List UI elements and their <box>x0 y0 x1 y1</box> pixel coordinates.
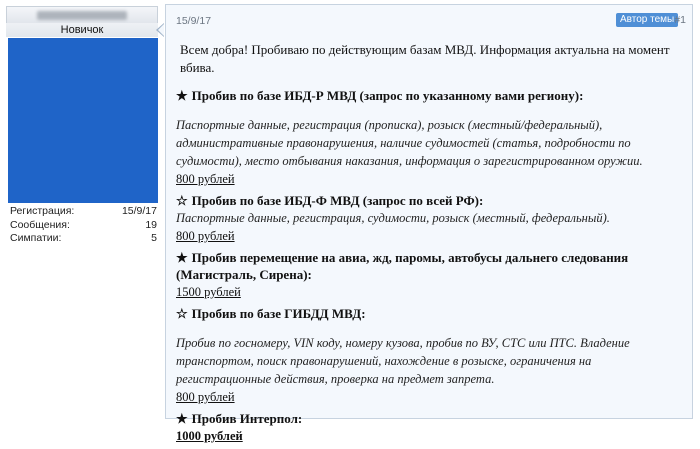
user-info-panel <box>0 0 160 419</box>
stat-likes <box>8 232 160 246</box>
service-heading <box>176 249 686 283</box>
post-content <box>176 41 686 449</box>
star-icon: ★ <box>176 88 188 103</box>
service-price: 1500 рублей <box>176 285 241 299</box>
user-title: Новичок <box>6 23 158 37</box>
stat-value[interactable]: 19 <box>145 218 157 231</box>
service-price: 800 рублей <box>176 390 235 404</box>
star-outline-icon: ☆ <box>176 306 188 321</box>
service-title: Пробив Интерпол: <box>191 411 303 426</box>
service-price: 1000 рублей <box>176 429 243 443</box>
stat-value: 15/9/17 <box>121 205 157 217</box>
service-description: Паспортные данные, регистрация (прописка), розыск (местный/федеральный), административные правонарушения, наличие судимостей (статья, подробности по судимости), место отбывания наказания, информация о зарегистрированном оружии. <box>176 118 643 168</box>
service-description: Пробив по госномеру, VIN коду, номеру кузова, пробив по ВУ, СТС или ПТС. Владение транспортом, поиск правонарушений, нахождение в розыске, ограничения на регистрационные действия, проверка на предмет запрета. <box>176 336 630 386</box>
stat-label: Регистрация: <box>10 205 75 217</box>
stat-label: Симпатии: <box>10 232 62 244</box>
stat-value: 5 <box>151 232 157 244</box>
avatar[interactable] <box>8 38 158 203</box>
post-pointer-arrow-inner <box>158 24 164 36</box>
service-heading <box>176 305 686 322</box>
user-stats <box>8 205 160 246</box>
post-intro: Всем добра! Пробиваю по действующим базам МВД. Информация актуальна на момент вбива. <box>180 42 670 75</box>
post-message <box>165 4 693 443</box>
star-outline-icon: ☆ <box>176 193 188 208</box>
service-title: Пробив перемещение на авиа, жд, паромы, автобусы дальнего следования (Магистраль, Сирена): <box>176 250 629 282</box>
post-date[interactable]: 15/9/17 <box>176 15 212 27</box>
stat-registration <box>8 205 160 219</box>
star-icon: ★ <box>176 250 188 265</box>
service-title: Пробив по базе ИБД-Ф МВД (запрос по всей РФ): <box>191 193 484 208</box>
author-badge: Автор темы <box>616 13 678 27</box>
service-title: Пробив по базе ИБД-Р МВД (запрос по указанному вами региону): <box>191 88 584 103</box>
star-icon: ★ <box>176 411 188 426</box>
service-description: Паспортные данные, регистрация, судимости, розыск (местный, федеральный). <box>176 211 610 225</box>
service-price: 800 рублей <box>176 229 235 243</box>
stat-messages <box>8 219 160 233</box>
stat-label: Сообщения: <box>10 218 70 231</box>
username-blurred[interactable] <box>37 11 127 20</box>
service-heading <box>176 87 686 104</box>
service-heading <box>176 192 686 209</box>
service-price: 800 рублей <box>176 172 235 186</box>
service-title: Пробив по базе ГИБДД МВД: <box>191 306 366 321</box>
post-number-link[interactable]: #1 <box>674 14 686 26</box>
